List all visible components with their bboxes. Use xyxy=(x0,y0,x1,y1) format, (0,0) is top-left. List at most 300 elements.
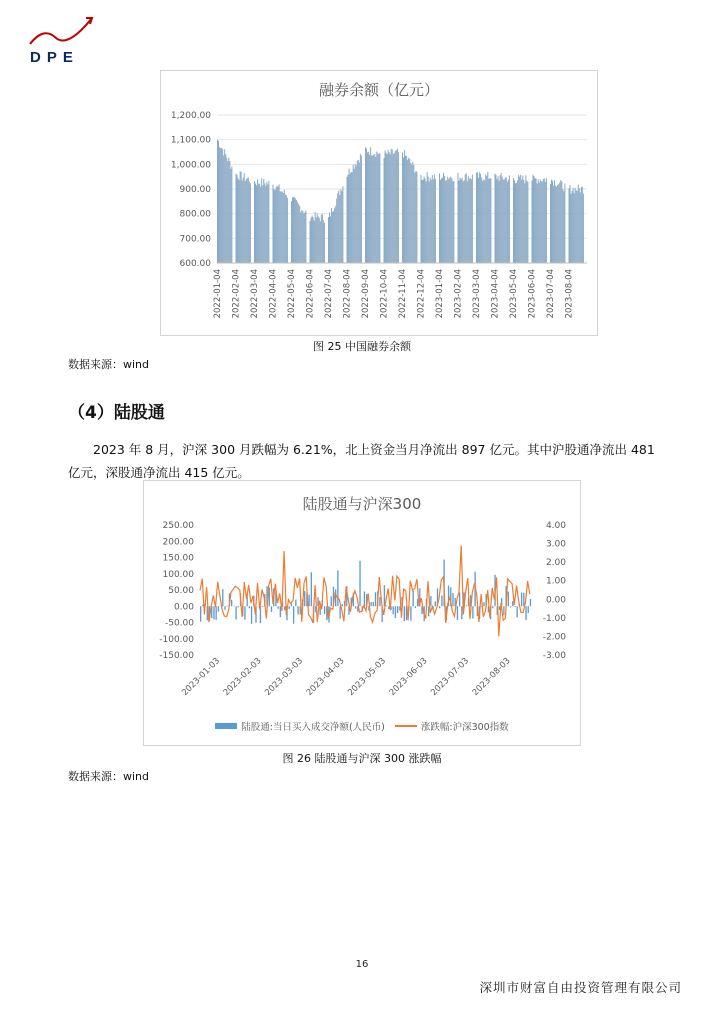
y-left-tick-label: -50.00 xyxy=(164,618,194,629)
bar xyxy=(451,178,452,263)
bar xyxy=(442,177,443,263)
bar xyxy=(318,216,319,263)
bar xyxy=(396,150,397,263)
bar xyxy=(356,166,357,263)
bar xyxy=(415,606,416,608)
bar xyxy=(477,172,478,263)
bar xyxy=(375,592,376,606)
bar xyxy=(218,141,219,263)
bar xyxy=(240,172,241,263)
bar xyxy=(492,606,493,608)
bar xyxy=(563,191,564,263)
y-right-tick-label: 4.00 xyxy=(545,521,566,531)
bar xyxy=(582,187,583,263)
bar xyxy=(281,191,282,263)
bar xyxy=(388,150,389,263)
bar xyxy=(321,215,322,263)
bar xyxy=(289,606,290,609)
bar xyxy=(293,606,294,623)
bar xyxy=(387,154,388,263)
bar xyxy=(536,179,537,263)
bar xyxy=(541,181,542,263)
bar xyxy=(275,190,276,263)
bar xyxy=(303,213,304,263)
y-right-tick-label: 2.00 xyxy=(545,558,566,569)
x-tick-label: 2023-05-04 xyxy=(509,269,519,319)
bar xyxy=(540,179,541,263)
bar xyxy=(411,165,412,263)
bar xyxy=(374,154,375,263)
bar xyxy=(228,158,229,263)
bar xyxy=(238,178,239,263)
bar xyxy=(526,181,527,263)
bar xyxy=(489,178,490,263)
y-left-tick-label: 250.00 xyxy=(162,521,194,531)
bar xyxy=(365,147,366,263)
bar xyxy=(300,212,301,263)
x-tick-label: 2022-05-04 xyxy=(287,269,297,319)
bar xyxy=(539,183,540,263)
bar xyxy=(501,173,502,263)
bar xyxy=(220,148,221,263)
bar xyxy=(510,606,511,607)
bar xyxy=(276,187,277,263)
bar xyxy=(533,174,534,263)
x-tick-label: 2023-08-03 xyxy=(470,656,513,699)
bar xyxy=(514,180,515,263)
bar xyxy=(554,180,555,263)
bar xyxy=(445,181,446,263)
x-tick-label: 2023-08-04 xyxy=(564,269,575,319)
bar xyxy=(330,216,331,263)
bar xyxy=(466,605,467,606)
bar xyxy=(535,178,536,263)
bar xyxy=(410,606,411,620)
bar xyxy=(227,606,228,607)
bar xyxy=(523,593,524,606)
bar xyxy=(481,178,482,263)
bar xyxy=(239,180,240,263)
bar xyxy=(517,180,518,263)
bar xyxy=(244,173,245,263)
bar xyxy=(530,599,531,606)
bar xyxy=(324,606,325,614)
x-tick-label: 2022-11-04 xyxy=(398,269,408,319)
bar xyxy=(213,606,214,619)
bar xyxy=(280,606,281,617)
bar xyxy=(557,185,558,263)
bar xyxy=(251,606,252,624)
x-tick-label: 2023-03-03 xyxy=(263,656,306,699)
bar xyxy=(558,184,559,263)
bar xyxy=(406,156,407,263)
y-tick-label: 600.00 xyxy=(179,259,211,269)
bar xyxy=(581,187,582,263)
bar xyxy=(435,179,436,263)
bar xyxy=(351,172,352,263)
bar xyxy=(422,180,423,263)
bar xyxy=(261,178,262,263)
bar xyxy=(308,595,309,607)
bar xyxy=(543,179,544,263)
bar xyxy=(377,153,378,263)
bar xyxy=(268,181,269,263)
bar xyxy=(347,177,348,263)
bar xyxy=(388,606,389,609)
bar xyxy=(277,186,278,263)
bar xyxy=(449,178,450,263)
bar xyxy=(339,195,340,263)
bar xyxy=(277,606,278,609)
x-tick-label: 2023-01-03 xyxy=(180,656,223,699)
bar xyxy=(496,175,497,263)
bar xyxy=(574,193,575,263)
bar xyxy=(435,601,436,606)
x-tick-label: 2023-07-03 xyxy=(429,656,472,699)
y-left-tick-label: -100.00 xyxy=(159,634,194,645)
bar xyxy=(552,181,553,263)
bar xyxy=(394,153,395,263)
bar xyxy=(570,185,571,263)
y-tick-label: 1,100.00 xyxy=(170,135,211,146)
bar xyxy=(247,178,248,263)
bar xyxy=(519,177,520,263)
bar xyxy=(311,572,312,606)
x-tick-label: 2023-04-03 xyxy=(304,656,347,699)
bar xyxy=(575,188,576,263)
bar xyxy=(257,179,258,263)
chart-title: 陆股通与沪深300 xyxy=(302,495,422,513)
bar xyxy=(319,218,320,263)
bar xyxy=(262,606,263,607)
bar xyxy=(428,606,429,616)
bar xyxy=(404,150,405,263)
x-tick-label: 2023-05-03 xyxy=(346,656,389,699)
x-tick-label: 2022-04-04 xyxy=(268,269,279,319)
bar xyxy=(390,154,391,263)
bar xyxy=(291,201,292,263)
bar xyxy=(224,149,225,263)
bar xyxy=(340,189,341,263)
bar xyxy=(267,184,268,263)
bar xyxy=(423,180,424,263)
bar xyxy=(561,181,562,263)
bar xyxy=(503,179,504,263)
bar xyxy=(282,192,283,263)
bar xyxy=(580,193,581,263)
bar xyxy=(235,606,236,619)
bar xyxy=(334,208,335,263)
bar xyxy=(486,176,487,263)
chart-plot xyxy=(161,71,597,335)
bar xyxy=(273,185,274,263)
bar xyxy=(472,606,473,618)
bar xyxy=(440,180,441,263)
bar xyxy=(386,606,387,607)
bar xyxy=(311,218,312,263)
bar xyxy=(427,172,428,263)
bar xyxy=(370,147,371,263)
bar xyxy=(532,181,533,263)
bar xyxy=(521,593,522,607)
bar xyxy=(304,212,305,263)
chart-legend xyxy=(144,719,580,733)
bar xyxy=(372,156,373,263)
bar xyxy=(559,182,560,263)
bar xyxy=(441,178,442,263)
x-tick-label: 2023-06-03 xyxy=(387,656,430,699)
bar xyxy=(414,173,415,263)
bar xyxy=(572,191,573,263)
bar xyxy=(366,148,367,263)
bar xyxy=(571,194,572,263)
bar xyxy=(369,155,370,263)
y-right-tick-label: -2.00 xyxy=(542,632,566,643)
bar xyxy=(322,214,323,263)
y-right-tick-label: 3.00 xyxy=(545,539,566,550)
bar xyxy=(313,217,314,263)
bar xyxy=(500,175,501,263)
bar xyxy=(329,212,330,263)
bar xyxy=(359,163,360,263)
figure-caption: 图 25 中国融券余额 xyxy=(313,340,411,353)
bar xyxy=(448,179,449,263)
bar xyxy=(405,156,406,263)
bar xyxy=(467,181,468,263)
bar xyxy=(312,216,313,263)
bar xyxy=(452,181,453,263)
bar xyxy=(516,183,517,263)
bar xyxy=(439,173,440,263)
bar xyxy=(384,158,385,263)
bar xyxy=(512,601,513,606)
bar xyxy=(359,561,360,606)
bar xyxy=(222,149,223,263)
bar xyxy=(524,183,525,263)
bar xyxy=(469,179,470,263)
bar xyxy=(513,178,514,263)
footer-company: 深圳市财富自由投资管理有限公司 xyxy=(479,980,682,995)
bar xyxy=(466,173,467,263)
bar xyxy=(328,217,329,263)
bar xyxy=(357,161,358,263)
bar xyxy=(412,162,413,263)
bar xyxy=(518,175,519,263)
y-left-tick-label: 100.00 xyxy=(162,569,194,580)
bar xyxy=(430,596,431,606)
bar xyxy=(350,174,351,263)
legend-series-1: 陆股通:当日买入成交净额(人民币) xyxy=(241,722,385,733)
bar xyxy=(317,213,318,263)
bar xyxy=(507,182,508,263)
bar xyxy=(378,154,379,263)
bar xyxy=(444,176,445,263)
figure-caption: 图 26 陆股通与沪深 300 涨跌幅 xyxy=(282,752,442,765)
bar xyxy=(577,191,578,263)
bar xyxy=(259,184,260,263)
bar xyxy=(432,175,433,263)
bar xyxy=(409,159,410,263)
bar xyxy=(460,178,461,263)
y-tick-label: 800.00 xyxy=(179,209,211,220)
bar xyxy=(295,198,296,263)
bar xyxy=(279,185,280,263)
bar xyxy=(410,163,411,263)
y-left-tick-label: 150.00 xyxy=(162,553,194,564)
bar xyxy=(569,188,570,263)
bar xyxy=(371,155,372,263)
bar xyxy=(497,179,498,263)
y-right-tick-label: 0.00 xyxy=(545,595,566,606)
bar xyxy=(485,174,486,263)
bar xyxy=(262,185,263,263)
legend-series-2: 涨跌幅:沪深300指数 xyxy=(420,722,509,733)
bar xyxy=(287,198,288,263)
bar xyxy=(271,606,272,612)
bar xyxy=(263,179,264,263)
bar xyxy=(573,188,574,263)
bar xyxy=(461,179,462,263)
y-left-tick-label: 200.00 xyxy=(162,537,194,548)
bar xyxy=(446,180,447,263)
bar xyxy=(217,140,218,263)
bar xyxy=(465,174,466,263)
bar xyxy=(430,178,431,263)
bar xyxy=(373,155,374,263)
x-tick-label: 2023-02-03 xyxy=(221,656,264,699)
bar xyxy=(525,606,526,620)
bar xyxy=(274,189,275,263)
bar xyxy=(407,160,408,263)
x-tick-label: 2022-03-04 xyxy=(250,269,260,319)
bar xyxy=(284,606,285,610)
bar xyxy=(305,210,306,263)
bar xyxy=(255,183,256,263)
x-tick-label: 2023-03-04 xyxy=(472,269,482,319)
x-tick-label: 2022-12-04 xyxy=(416,269,427,319)
bar xyxy=(298,204,299,263)
bar xyxy=(333,211,334,263)
bar xyxy=(562,189,563,263)
x-tick-label: 2022-07-04 xyxy=(324,269,334,319)
bar xyxy=(364,591,365,606)
bar xyxy=(355,164,356,263)
bar xyxy=(482,181,483,263)
bar xyxy=(434,174,435,263)
bar xyxy=(413,165,414,263)
bar xyxy=(487,172,488,263)
bar xyxy=(229,161,230,263)
bar xyxy=(385,150,386,263)
bar xyxy=(254,181,255,263)
bar xyxy=(223,155,224,263)
x-tick-label: 2023-07-04 xyxy=(546,269,556,319)
bar xyxy=(483,180,484,263)
legend-bar-swatch xyxy=(215,723,237,729)
bar xyxy=(316,217,317,263)
bar xyxy=(384,585,385,606)
bar xyxy=(367,152,368,263)
bar xyxy=(472,174,473,263)
bar xyxy=(221,148,222,263)
bar xyxy=(335,589,336,606)
bar xyxy=(556,186,557,263)
bar xyxy=(349,169,350,263)
bar xyxy=(331,596,332,606)
bar xyxy=(525,175,526,263)
bar xyxy=(459,181,460,263)
bar xyxy=(470,178,471,263)
page-number: 16 xyxy=(355,959,369,970)
bar xyxy=(231,167,232,263)
bar xyxy=(555,186,556,263)
bar xyxy=(391,149,392,263)
bar xyxy=(578,185,579,263)
y-tick-label: 900.00 xyxy=(179,185,211,195)
bar xyxy=(415,171,416,263)
x-tick-label: 2022-01-04 xyxy=(213,269,223,319)
bar xyxy=(550,184,551,263)
bar xyxy=(560,180,561,263)
bar xyxy=(317,597,318,606)
bar xyxy=(508,592,509,607)
bar xyxy=(576,190,577,263)
bar xyxy=(505,177,506,263)
bar xyxy=(416,172,417,263)
bar xyxy=(476,173,477,263)
bar xyxy=(368,152,369,263)
bar xyxy=(323,220,324,263)
bar xyxy=(348,175,349,263)
bar xyxy=(426,181,427,263)
bar xyxy=(546,178,547,263)
bar xyxy=(478,178,479,263)
bar xyxy=(293,197,294,263)
y-tick-label: 1,200.00 xyxy=(170,111,211,121)
bar xyxy=(484,180,485,263)
chart-title: 融券余额（亿元） xyxy=(318,81,439,99)
bar xyxy=(461,606,462,619)
bar xyxy=(285,194,286,263)
logo-text: DPE xyxy=(30,49,79,66)
bar xyxy=(283,193,284,263)
bar xyxy=(294,197,295,263)
bar xyxy=(292,197,293,263)
bar xyxy=(250,183,251,263)
bar xyxy=(499,606,500,610)
bar xyxy=(379,597,380,606)
y-right-tick-label: 1.00 xyxy=(545,576,566,587)
bar xyxy=(397,606,398,613)
bar xyxy=(433,179,434,263)
bar xyxy=(297,202,298,263)
bar xyxy=(224,606,225,610)
bar xyxy=(337,570,338,606)
bar xyxy=(256,185,257,263)
bar xyxy=(342,604,343,606)
bar xyxy=(315,212,316,263)
bar xyxy=(517,606,518,617)
bar xyxy=(219,147,220,263)
x-tick-label: 2023-06-04 xyxy=(527,269,538,319)
bar xyxy=(246,179,247,263)
bar xyxy=(520,175,521,263)
bar xyxy=(295,600,296,607)
northbound-vs-csi300-chart xyxy=(143,480,581,746)
bar xyxy=(249,606,250,608)
x-tick-label: 2022-09-04 xyxy=(361,269,371,319)
bar xyxy=(534,176,535,263)
